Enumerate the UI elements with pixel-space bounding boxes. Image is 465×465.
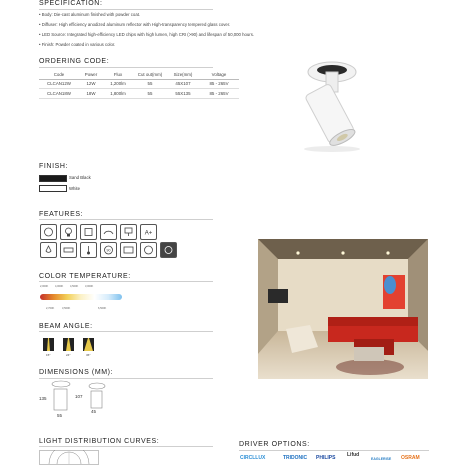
column-header: Code	[39, 70, 79, 79]
table-cell: 55X135	[167, 89, 199, 99]
certification-icon	[140, 242, 157, 258]
color-temperature-bar	[40, 294, 122, 300]
ordering-code-table	[39, 70, 239, 99]
table-cell: 12W	[79, 79, 103, 89]
lifespan-icon	[120, 242, 137, 258]
dimension-label: 55	[57, 413, 63, 418]
table-cell: 55	[133, 89, 167, 99]
table-cell: 55	[133, 79, 167, 89]
finish-heading: FINISH:	[39, 163, 69, 170]
table-cell: 18W	[79, 89, 103, 99]
divider	[39, 331, 213, 332]
divider	[239, 450, 429, 451]
column-header: Power	[79, 70, 103, 79]
warranty-icon	[160, 242, 177, 258]
beam-angle-label: 24°	[66, 353, 71, 357]
cct-label: 4,500K	[70, 285, 79, 288]
dimensions-heading: DIMENSIONS (MM):	[39, 369, 114, 376]
interior-photo	[258, 239, 428, 379]
cct-label: 2,700K	[46, 307, 55, 310]
column-header: Size(mm)	[167, 70, 199, 79]
beam-angle-15-icon	[43, 338, 54, 351]
cct-label: 4,000K	[55, 285, 64, 288]
table-row	[39, 79, 239, 89]
cct-label: 3,500K	[62, 307, 71, 310]
driver-icon	[60, 242, 77, 258]
cct-label: 2,000K	[40, 285, 49, 288]
svg-text:90: 90	[106, 248, 111, 253]
cri-icon	[40, 224, 57, 240]
divider	[39, 219, 213, 220]
divider	[39, 67, 213, 68]
dimmable-icon	[100, 224, 117, 240]
dimension-drawing-large	[50, 380, 72, 412]
beam-angle-24-icon	[63, 338, 74, 351]
table-row	[39, 89, 239, 99]
finish-label: White	[69, 186, 80, 191]
brand-logo-osram: OSRAM	[401, 455, 420, 461]
table-cell: 85 - 265V	[199, 79, 239, 89]
cct-label: 3,000K	[85, 285, 94, 288]
ip-rating-icon	[40, 242, 57, 258]
divider	[39, 378, 213, 379]
finish-swatch-white	[39, 185, 67, 192]
brand-logo-eaglerise: EAGLERISE	[371, 457, 392, 461]
brand-logo-circllux: CIRCLLUX	[240, 455, 266, 461]
beam-angle-label: 36°	[86, 353, 91, 357]
dimension-label: 107	[75, 394, 83, 399]
dimension-label: 135	[39, 396, 47, 401]
lamp-icon	[120, 224, 137, 240]
features-heading: FEATURES:	[39, 211, 84, 218]
energy-class-icon	[140, 224, 157, 240]
finish-label: Sand Black	[69, 175, 91, 180]
divider	[39, 281, 213, 282]
chip-icon	[80, 224, 97, 240]
product-image	[292, 58, 372, 153]
brand-logo-philips: PHILIPS	[316, 455, 336, 461]
finish-swatch-sand-black	[39, 175, 67, 182]
divider	[39, 9, 213, 10]
table-cell: 1,800lm	[103, 89, 133, 99]
beam-angle-heading: BEAM ANGLE:	[39, 323, 93, 330]
led-bulb-icon	[60, 224, 77, 240]
light-distribution-chart	[39, 450, 99, 465]
dimension-label: 45	[91, 409, 97, 414]
specification-heading: SPECIFICATION:	[39, 0, 103, 7]
color-temperature-heading: COLOR TEMPERATURE:	[39, 273, 131, 280]
beam-angle-36-icon	[83, 338, 94, 351]
cct-label: 6,500K	[98, 307, 107, 310]
table-cell: 85 - 265V	[199, 89, 239, 99]
spec-bullet: • Diffuser: High efficiency anodized aluminum reflector with High-transparency tempered glass cover.	[39, 22, 231, 27]
brand-logo-tridonic: TRIDONIC	[283, 455, 308, 461]
beam-angle-icon	[100, 242, 117, 258]
spec-bullet: • Finish: Powder coated in various color.	[39, 42, 116, 47]
spec-bullet: • Body: Die-cast aluminum finished with powder coat.	[39, 12, 141, 17]
light-distribution-heading: LIGHT DISTRIBUTION CURVES:	[39, 438, 160, 445]
table-cell: 45X107	[167, 79, 199, 89]
column-header: Cut out(mm)	[133, 70, 167, 79]
divider	[39, 446, 213, 447]
column-header: Flux	[103, 70, 133, 79]
spec-bullet: • LED Source: Integrated high-efficiency LED chips with high lumen, high CRI (>90) and lifespan of 50,000 hours.	[39, 32, 255, 37]
brand-logo-lifud: Lifud	[347, 452, 360, 458]
ordering-code-heading: ORDERING CODE:	[39, 58, 110, 65]
temperature-icon	[80, 242, 97, 258]
table-cell: 1,200lm	[103, 79, 133, 89]
column-header: Voltage	[199, 70, 239, 79]
beam-angle-label: 15°	[46, 353, 51, 357]
driver-options-heading: DRIVER OPTIONS:	[239, 441, 310, 448]
energy-class-label: A+	[144, 230, 153, 237]
table-cell: CLCAN18W	[39, 89, 79, 99]
table-cell: CLCAN12W	[39, 79, 79, 89]
dimension-drawing-small	[87, 382, 107, 410]
